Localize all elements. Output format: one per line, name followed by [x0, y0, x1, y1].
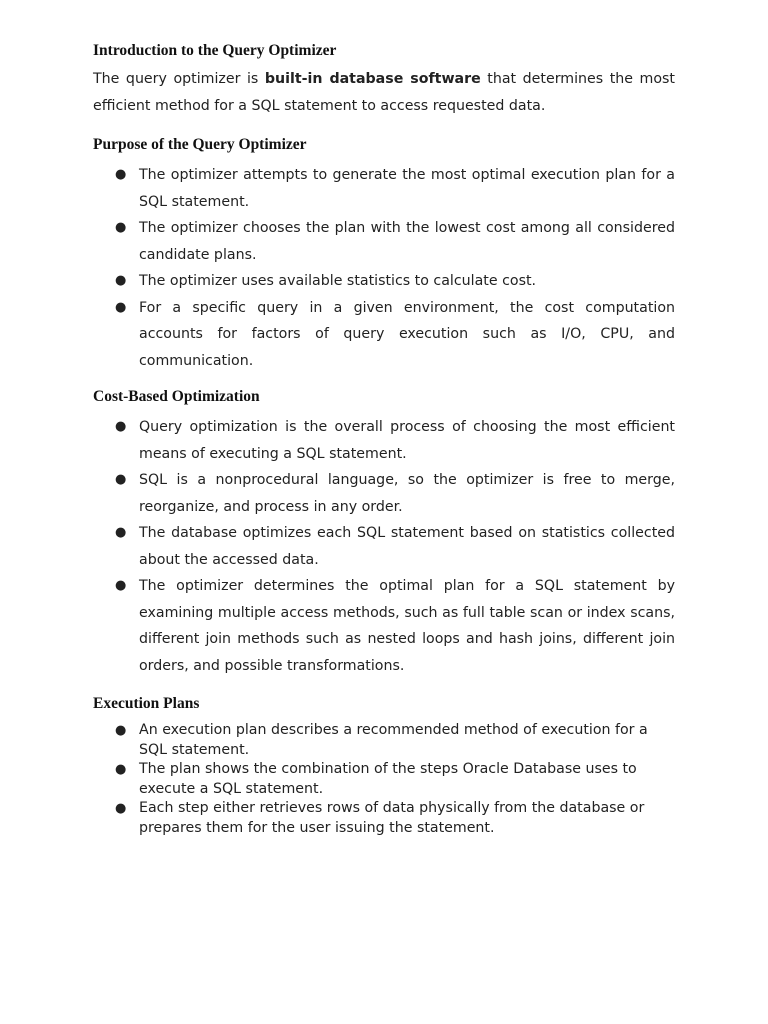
list-item-text: The optimizer determines the optimal plan for a SQL statement by examining multiple access methods, such as full table scan or index scans, different join methods such as nested loops and hash joins, different join orders, and possible transformations.	[139, 578, 675, 674]
section-title: Purpose of the Query Optimizer	[93, 136, 307, 153]
bullet-icon: ●	[115, 419, 127, 434]
list-item-text: The plan shows the combination of the steps Oracle Database uses to execute a SQL statement.	[139, 761, 637, 797]
bullet-icon: ●	[115, 220, 127, 235]
list-item-text: The database optimizes each SQL statement based on statistics collected about the accessed data.	[139, 525, 675, 568]
section-title: Introduction to the Query Optimizer	[93, 42, 337, 59]
list-item-text: Each step either retrieves rows of data physically from the database or prepares them for the user issuing the statement.	[139, 800, 645, 836]
list-item-text: The optimizer chooses the plan with the lowest cost among all considered candidate plans.	[139, 220, 675, 263]
bullet-icon: ●	[115, 762, 127, 777]
bullet-icon: ●	[115, 472, 127, 487]
list-item-text: The optimizer attempts to generate the most optimal execution plan for a SQL statement.	[139, 167, 675, 210]
list-item	[93, 414, 675, 467]
bullet-list	[93, 162, 675, 374]
list-item	[93, 799, 675, 838]
bullet-icon: ●	[115, 801, 127, 816]
list-item	[93, 268, 675, 295]
intro-text-after: that determines the most efficient method for a SQL statement to access requested data.	[93, 71, 675, 114]
section-cost-based-optimization	[93, 386, 675, 679]
bullet-list	[93, 414, 675, 679]
bullet-list	[93, 721, 675, 838]
list-item-text: For a specific query in a given environment, the cost computation accounts for factors of query execution such as I/O, CPU, and communication.	[139, 299, 675, 369]
section-title: Execution Plans	[93, 695, 200, 712]
section-purpose	[93, 134, 675, 374]
bullet-icon: ●	[115, 273, 127, 288]
bullet-icon: ●	[115, 167, 127, 182]
document-page	[93, 40, 675, 838]
bullet-icon: ●	[115, 525, 127, 540]
list-item-text: The optimizer uses available statistics to calculate cost.	[139, 273, 537, 289]
list-item	[93, 215, 675, 268]
list-item	[93, 162, 675, 215]
list-item	[93, 721, 675, 760]
list-item-text: SQL is a nonprocedural language, so the optimizer is free to merge, reorganize, and process in any order.	[139, 472, 675, 515]
section-introduction	[93, 40, 675, 120]
bullet-icon: ●	[115, 723, 127, 738]
bullet-icon: ●	[115, 299, 127, 315]
intro-text-before: The query optimizer is	[93, 71, 265, 87]
intro-paragraph	[93, 66, 675, 120]
list-item	[93, 295, 675, 375]
section-execution-plans	[93, 693, 675, 838]
list-item	[93, 760, 675, 799]
bullet-icon: ●	[115, 578, 127, 593]
list-item-text: Query optimization is the overall process of choosing the most efficient means of executing a SQL statement.	[139, 419, 675, 462]
section-title: Cost-Based Optimization	[93, 388, 260, 405]
list-item	[93, 520, 675, 573]
intro-text-bold: built-in database software	[264, 71, 481, 87]
list-item	[93, 573, 675, 679]
list-item-text: An execution plan describes a recommended method of execution for a SQL statement.	[139, 722, 648, 758]
list-item	[93, 467, 675, 520]
